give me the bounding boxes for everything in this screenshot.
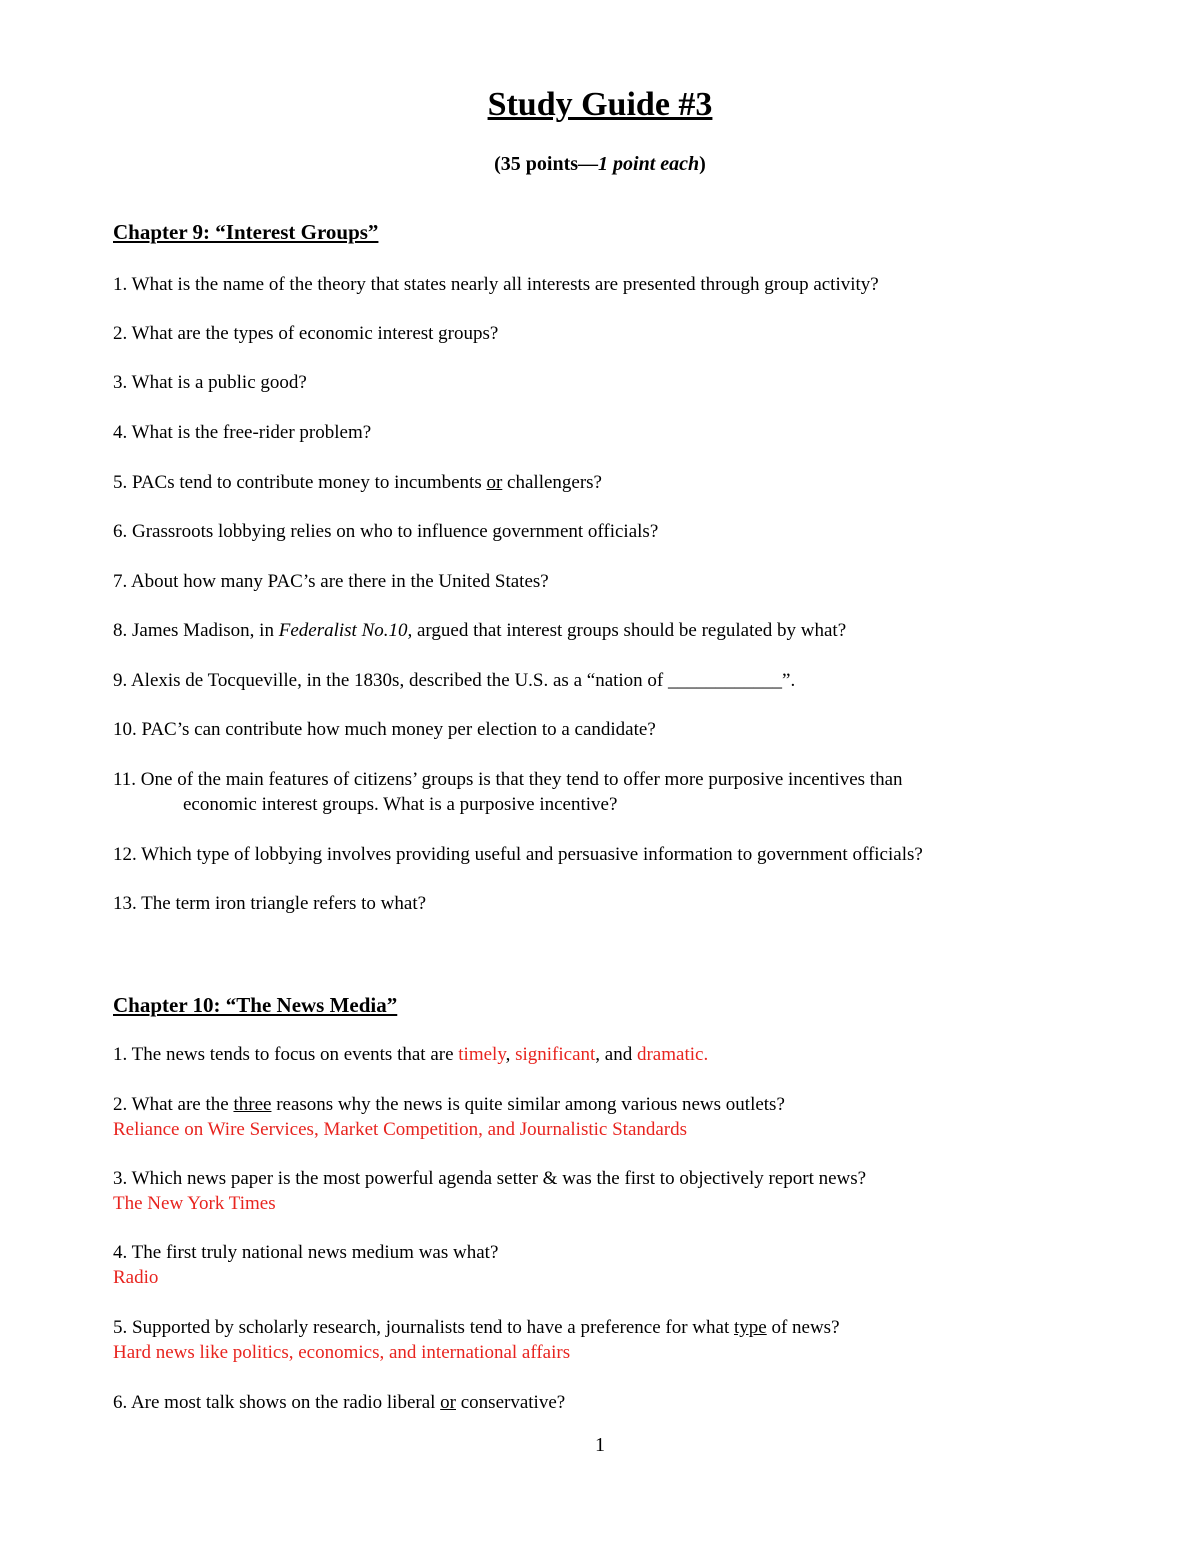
ch10-q1-sep1: , — [505, 1044, 516, 1065]
ch10-question-1 — [113, 1042, 708, 1067]
ch10-q2-before: 2. What are the — [113, 1094, 234, 1115]
ch9-q11-line1: 11. One of the main features of citizens’ groups is that they tend to offer more purposive incentives than — [113, 769, 903, 790]
ch9-q8-after: argued that interest groups should be regulated by what? — [412, 620, 847, 641]
ch10-question-2 — [113, 1092, 785, 1117]
ch10-question-3: 3. Which news paper is the most powerful agenda setter & was the first to objectively report news? — [113, 1168, 867, 1189]
ch9-question-13: 13. The term iron triangle refers to what? — [113, 893, 427, 914]
document-title: Study Guide #3 — [487, 86, 713, 123]
ch9-q5-before: 5. PACs tend to contribute money to incumbents — [113, 472, 487, 493]
chapter-9-heading: Chapter 9: “Interest Groups” — [113, 220, 379, 244]
ch10-q5-after: of news? — [766, 1317, 840, 1338]
subtitle-italic: 1 point each — [598, 153, 700, 175]
ch9-q8-italic: Federalist No.10, — [278, 620, 413, 641]
ch10-q6-underlined: or — [440, 1392, 456, 1413]
ch10-q1-word-significant: significant — [515, 1044, 596, 1065]
ch10-question-6 — [113, 1390, 565, 1415]
ch9-question-10: 10. PAC’s can contribute how much money per election to a candidate? — [113, 719, 656, 740]
ch10-q1-word-dramatic: dramatic — [636, 1044, 704, 1065]
ch9-question-12: 12. Which type of lobbying involves providing useful and persuasive information to government officials? — [113, 844, 923, 865]
ch10-q2-underlined: three — [233, 1094, 272, 1115]
ch10-answer-2: Reliance on Wire Services, Market Competition, and Journalistic Standards — [113, 1119, 688, 1140]
ch9-question-1: 1. What is the name of the theory that states nearly all interests are presented through group activity? — [113, 274, 879, 295]
ch9-question-11 — [113, 767, 903, 817]
ch10-q1-sep2: , and — [595, 1044, 637, 1065]
ch9-q11-line2: economic interest groups. What is a purposive incentive? — [183, 794, 618, 815]
ch10-q6-after: conservative? — [456, 1392, 566, 1413]
ch10-question-4: 4. The first truly national news medium was what? — [113, 1242, 499, 1263]
subtitle-close: ) — [699, 153, 706, 175]
ch9-q8-before: 8. James Madison, in — [113, 620, 279, 641]
ch9-q9-blank: ____________ — [668, 670, 783, 691]
ch10-answer-4: Radio — [113, 1267, 159, 1288]
ch9-question-6: 6. Grassroots lobbying relies on who to influence government officials? — [113, 521, 659, 542]
ch9-question-7: 7. About how many PAC’s are there in the United States? — [113, 571, 549, 592]
ch9-question-5 — [113, 470, 602, 495]
ch9-question-4: 4. What is the free-rider problem? — [113, 422, 372, 443]
ch10-question-5 — [113, 1315, 840, 1340]
ch10-q5-underlined: type — [733, 1317, 767, 1338]
ch9-question-8 — [113, 618, 846, 643]
ch9-q5-underlined: or — [486, 472, 503, 493]
ch10-answer-5: Hard news like politics, economics, and international affairs — [113, 1342, 571, 1363]
chapter-10-heading: Chapter 10: “The News Media” — [113, 993, 398, 1017]
ch10-q1-before: 1. The news tends to focus on events that are — [113, 1044, 459, 1065]
ch9-question-3: 3. What is a public good? — [113, 372, 307, 393]
ch9-q9-before: 9. Alexis de Tocqueville, in the 1830s, described the U.S. as a “nation of — [113, 670, 669, 691]
ch10-q1-end: . — [703, 1044, 709, 1065]
ch10-q6-before: 6. Are most talk shows on the radio liberal — [113, 1392, 441, 1413]
document-subtitle — [0, 151, 1200, 177]
subtitle-open: (35 points— — [494, 153, 599, 175]
ch10-q1-word-timely: timely — [458, 1044, 506, 1065]
ch10-q2-after: reasons why the news is quite similar among various news outlets? — [271, 1094, 785, 1115]
ch10-q5-before: 5. Supported by scholarly research, journalists tend to have a preference for what — [113, 1317, 734, 1338]
ch9-q5-after: challengers? — [502, 472, 602, 493]
ch10-answer-3: The New York Times — [113, 1193, 276, 1214]
ch9-question-9 — [113, 668, 795, 693]
ch9-q9-after: ”. — [782, 670, 796, 691]
ch9-question-2: 2. What are the types of economic interest groups? — [113, 323, 499, 344]
page-number: 1 — [595, 1434, 605, 1456]
